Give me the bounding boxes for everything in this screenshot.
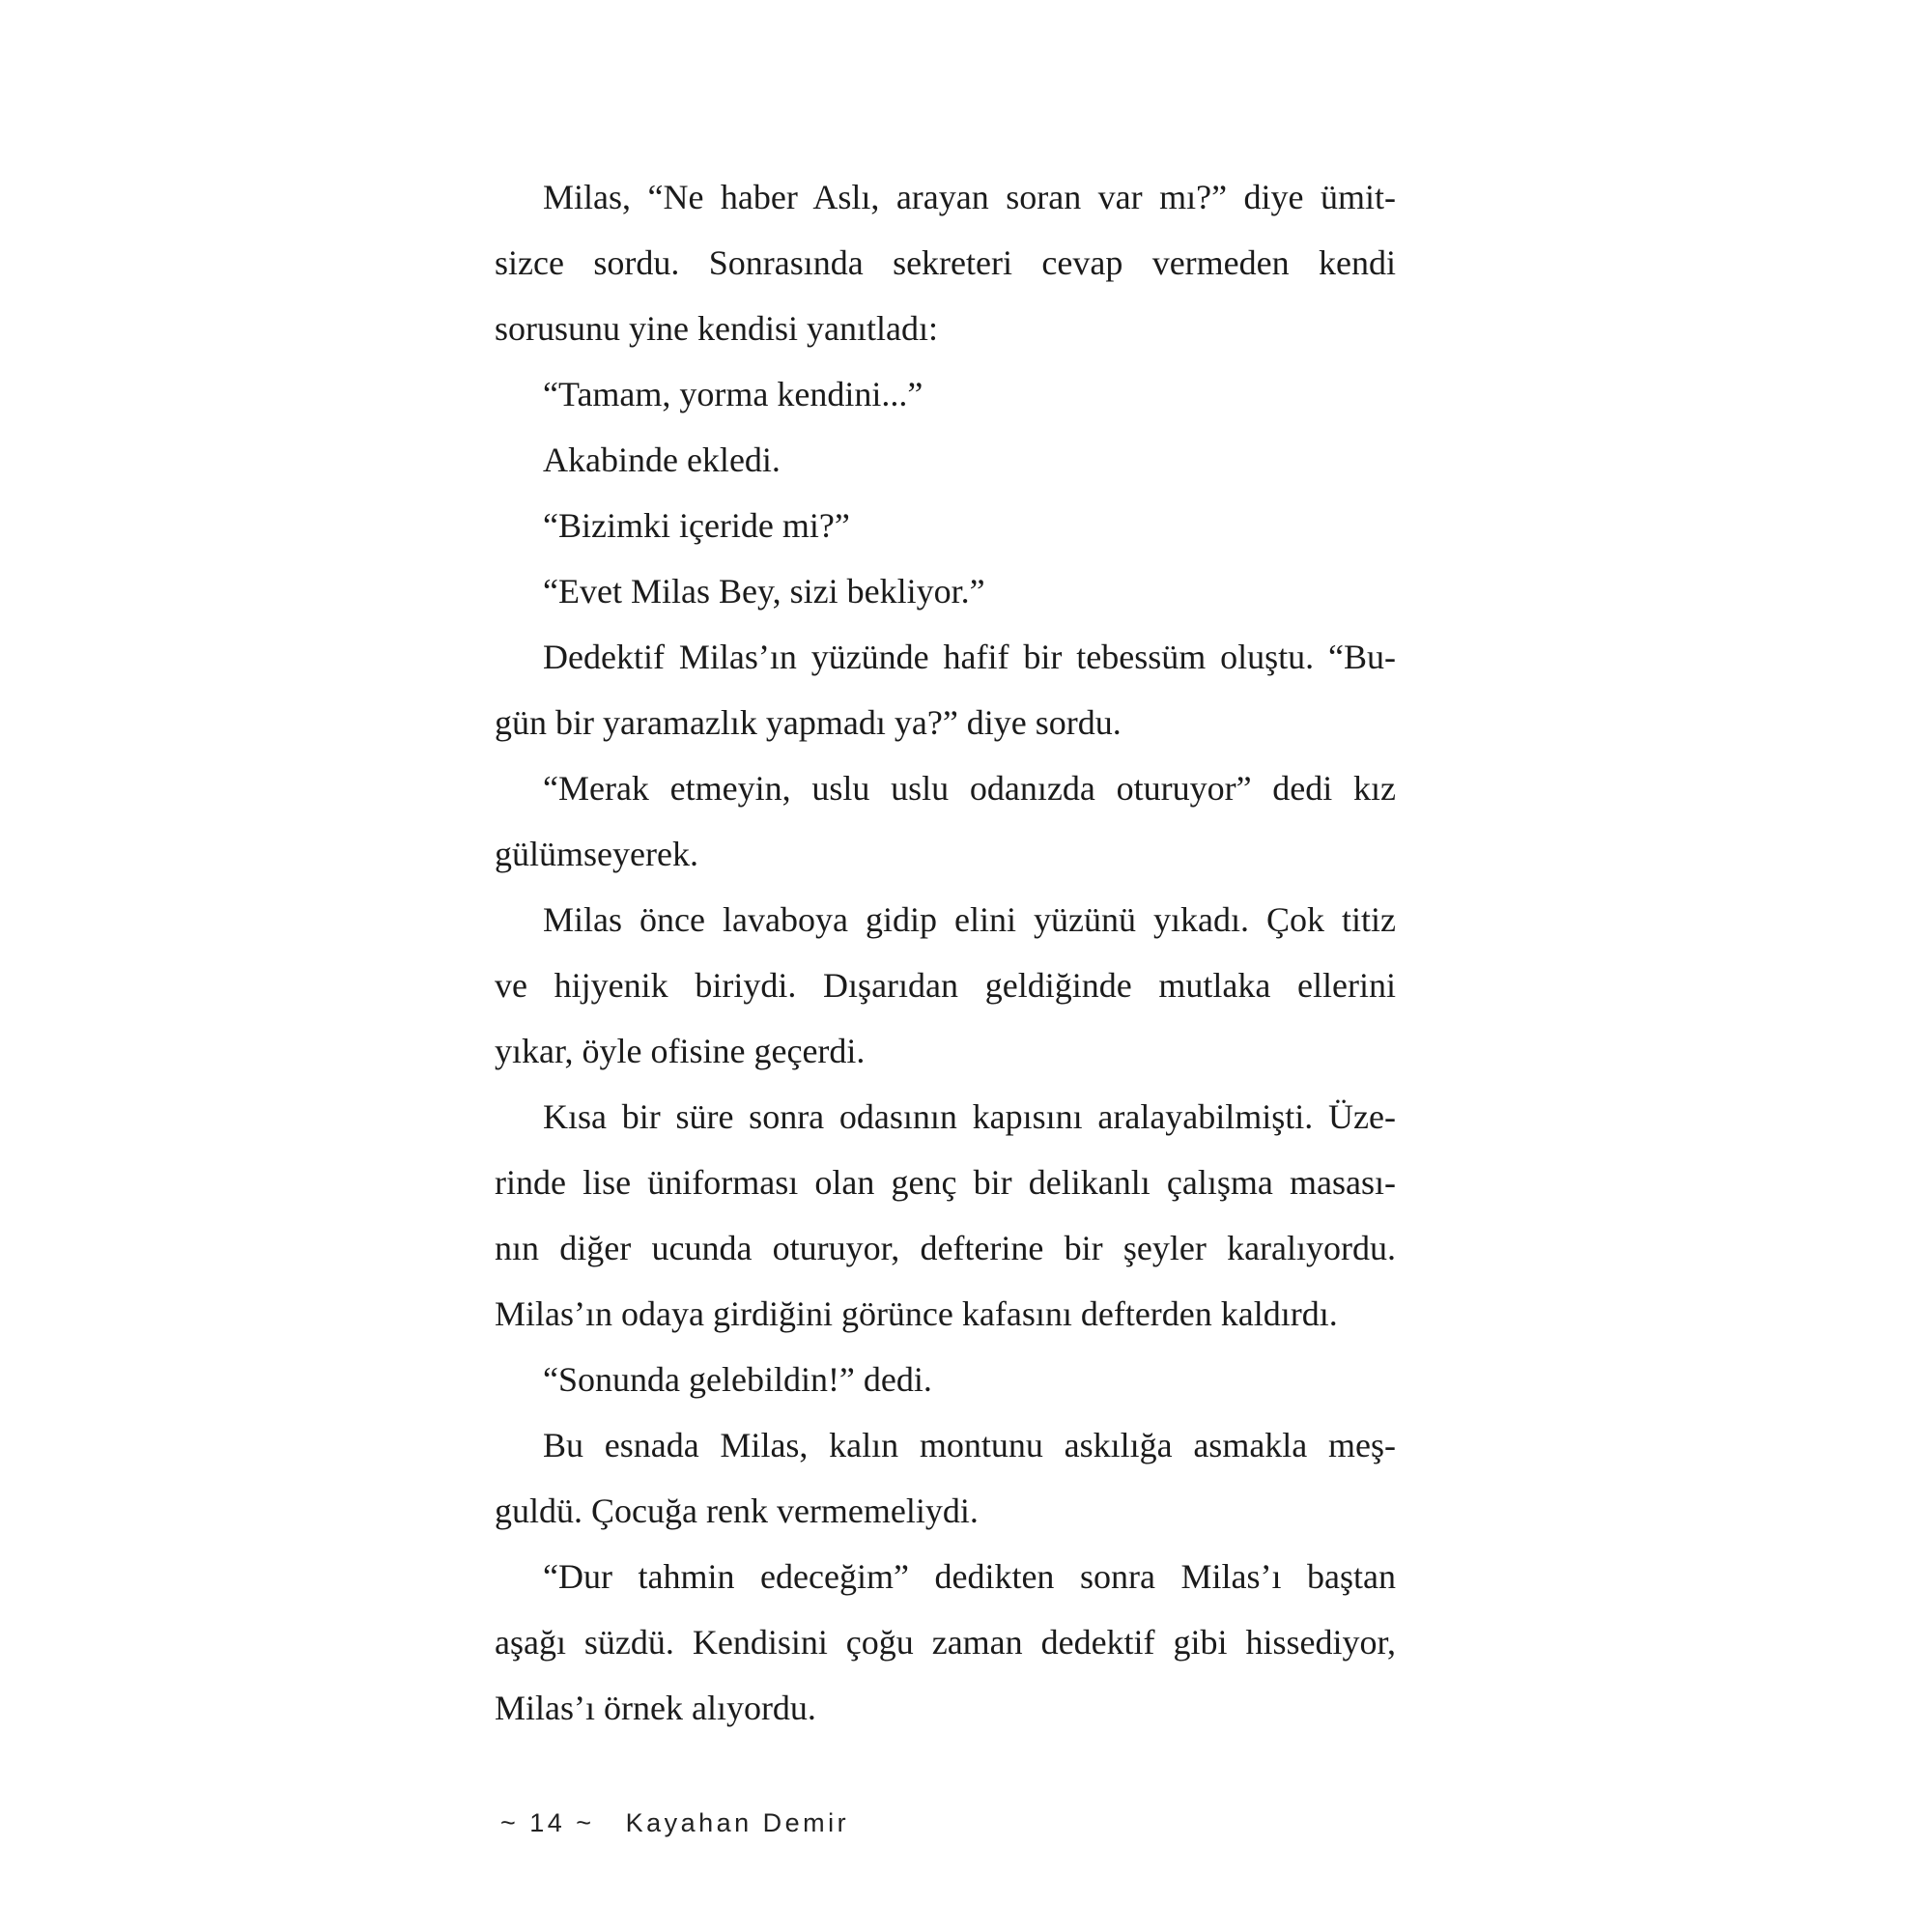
text-line: ve hijyenik biriydi. Dışarıdan geldiğinde mutlaka ellerini [495, 966, 1396, 1005]
footer-author: Kayahan Demir [625, 1808, 850, 1837]
text-line: Dedektif Milas’ın yüzünde hafif bir tebessüm oluştu. “Bu- [543, 638, 1396, 676]
text-block [495, 164, 1396, 1741]
text-line: “Bizimki içeride mi?” [543, 506, 850, 545]
text-line: nın diğer ucunda oturuyor, defterine bir şeyler karalıyordu. [495, 1229, 1396, 1267]
text-line: Bu esnada Milas, kalın montunu askılığa asmakla meş- [543, 1426, 1396, 1464]
text-line: Milas’ın odaya girdiğini görünce kafasını defterden kaldırdı. [495, 1294, 1338, 1333]
text-line: “Tamam, yorma kendini...” [543, 375, 923, 413]
text-line: “Sonunda gelebildin!” dedi. [543, 1360, 932, 1399]
text-line: “Merak etmeyin, uslu uslu odanızda oturuyor” dedi kız [543, 769, 1396, 808]
text-line: sorusunu yine kendisi yanıtladı: [495, 309, 938, 348]
text-line: guldü. Çocuğa renk vermemeliydi. [495, 1492, 979, 1530]
text-line: Akabinde ekledi. [543, 440, 781, 479]
text-line: sizce sordu. Sonrasında sekreteri cevap vermeden kendi [495, 243, 1396, 282]
page-number: ~ 14 ~ [500, 1808, 595, 1837]
text-line: rinde lise üniforması olan genç bir delikanlı çalışma masası- [495, 1163, 1396, 1202]
text-line: yıkar, öyle ofisine geçerdi. [495, 1032, 866, 1070]
page-footer [500, 1808, 849, 1838]
text-line: “Evet Milas Bey, sizi bekliyor.” [543, 572, 985, 611]
text-line: gülümseyerek. [495, 835, 698, 873]
text-line: Kısa bir süre sonra odasının kapısını aralayabilmişti. Üze- [543, 1097, 1396, 1136]
text-line: Milas önce lavaboya gidip elini yüzünü yıkadı. Çok titiz [543, 900, 1396, 939]
text-line: “Dur tahmin edeceğim” dedikten sonra Milas’ı baştan [543, 1557, 1396, 1596]
text-line: aşağı süzdü. Kendisini çoğu zaman dedektif gibi hissediyor, [495, 1623, 1396, 1662]
text-line: gün bir yaramazlık yapmadı ya?” diye sordu. [495, 703, 1122, 742]
text-line: Milas’ı örnek alıyordu. [495, 1689, 816, 1727]
text-line: Milas, “Ne haber Aslı, arayan soran var mı?” diye ümit- [543, 178, 1396, 216]
